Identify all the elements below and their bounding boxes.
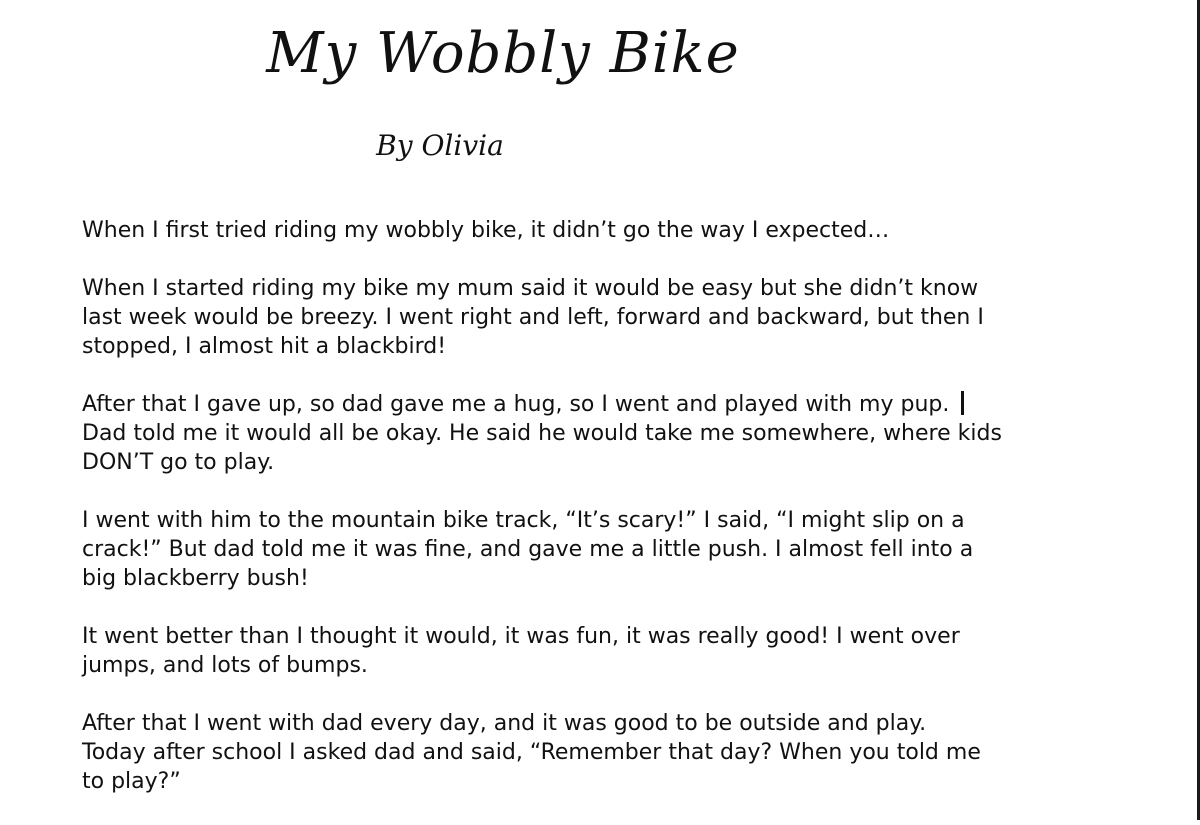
- page-title: My Wobbly Bike: [266, 21, 740, 86]
- paragraph-line: last week would be breezy. I went right and left, forward and backward, but then I: [82, 305, 984, 330]
- paragraph-line-text: After that I gave up, so dad gave me a hug, so I went and played with my pup.: [82, 392, 950, 417]
- paragraph-1: [82, 216, 1142, 245]
- paragraph-line: It went better than I thought it would, it was fun, it was really good! I went over: [82, 624, 960, 649]
- paragraph-5: [82, 622, 1142, 680]
- paragraph-line: big blackberry bush!: [82, 566, 309, 591]
- paragraph-line: stopped, I almost hit a blackbird!: [82, 334, 447, 359]
- paragraph-4: [82, 506, 1142, 593]
- paragraph-line: When I first tried riding my wobbly bike, it didn’t go the way I expected…: [82, 218, 890, 243]
- paragraph-line: Dad told me it would all be okay. He said he would take me somewhere, where kids: [82, 421, 1002, 446]
- paragraph-line: to play?”: [82, 769, 181, 794]
- paragraph-line: DON’T go to play.: [82, 450, 275, 475]
- story-body[interactable]: [82, 216, 1142, 825]
- paragraph-2: [82, 274, 1142, 361]
- paragraph-line: jumps, and lots of bumps.: [82, 653, 368, 678]
- paragraph-3: [82, 390, 1142, 477]
- paragraph-line: Today after school I asked dad and said, “Remember that day? When you told me: [82, 740, 981, 765]
- paragraph-line: crack!” But dad told me it was fine, and gave me a little push. I almost fell into a: [82, 537, 974, 562]
- paragraph-line: After that I went with dad every day, and it was good to be outside and play.: [82, 711, 927, 736]
- paragraph-6: [82, 709, 1142, 796]
- text-cursor[interactable]: [961, 391, 964, 415]
- paragraph-line: I went with him to the mountain bike track, “It’s scary!” I said, “I might slip on a: [82, 508, 965, 533]
- paragraph-line: When I started riding my bike my mum said it would be easy but she didn’t know: [82, 276, 979, 301]
- author-byline: By Olivia: [376, 129, 504, 162]
- paragraph-line-with-cursor: [82, 390, 1142, 419]
